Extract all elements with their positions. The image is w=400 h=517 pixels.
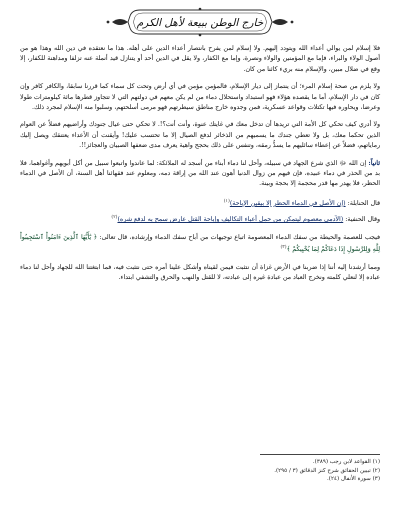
- footnote-2: (٢) تبيين الحقائق شرح كنز الدقائق (٣ / ٢٩٥).: [274, 467, 380, 474]
- hanafi-label: وقال الحنفية:: [345, 216, 380, 224]
- paragraph-2: ولا يلزم من صحة إسلام المرء؛ أن ينتماز إلى ديار الإسلام، فالمؤمن مؤمن في أي أرض وتحت كل سماء كما قررنا سابقا، والكافر كافر وإن كان في دار الإسلام، أما ما يقصده هؤلاء فهو استبداد واستحلال دماء من لم يكن معهم في دولتهم التي لا تتجاوز قطرها مائة كيلومترات طولا وعرضا، ويحاوره فيها تكتلات وقواعد عسكرية، فمن وجدوه خارج مناطق سيطرتهم فهو مرمى أسلحتهم، وسلبوا منه الإسلام لمجرد ذلك.: [20, 83, 380, 112]
- quran-verse: ﴿ يَٰٓأَيُّهَا ٱلَّذِينَ ءَامَنُواْ ٱسْتَجِيبُواْ لِلَّهِ وَلِلرَّسُولِ إِذَا دَعَاكُمْ لِمَا يُحْيِيكُمْ ﴾: [20, 233, 380, 254]
- paragraph-7-text: فيجب للعصمة والحيطة من سفك الدماء المعصومة اتباع توجيهات من أباح سفك الدماء وإرشاده، قال تعالى:: [99, 233, 380, 241]
- paragraph-7: [20, 233, 380, 256]
- footnote-ref-3: (٣): [280, 245, 287, 251]
- footnotes: [200, 458, 380, 484]
- paragraph-4-text: إن الله ﷻ الذي شرع الجهاد في سبيله، وأحل لنا دماء أبناء من أسجد له الملائكة: لما عاندوا واتبعوا سبيل من أكل أبويهم وأغواهما، فلا بد من الحذر في دماء عبيده، فإن فيهم من زوال الدنيا أهون عند الله من إراقة دمه، ومعلوم عند فقهائنا أهل السنة، أن الأصل في الدماء الحظر، فلا يهدر مها قدر محجمة إلا بحجة وبينة.: [20, 159, 380, 188]
- hanbali-quote: (إن الأصل في الدماء الحظر إلا بيقين الإباحة): [229, 199, 346, 207]
- footnote-separator: [260, 454, 380, 455]
- paragraph-3: ولا أدري كيف تحكي كل الأمة التي تريدها أن تدخل معك في غايتك عنوة، وأنت أنت؟!. لا تحكي حتى عيال جنودك وأراضيهم فضلاً عن العوام الذين تحكما معك، بل ولا تعطي جندك ما يسميهم من الذخائر لدفع الصيال إلا ما تحتسب عليك! وأيقنت أن الأعداء يعتنقك ويصل إليك رماياتهم، فضلاً عن إعطاء سائليهم ما يسدُّ رمقه، وتنفس على ذلك بحجج واهية يعرف مدى ضعفها الصبيان والعجائز!!.: [20, 121, 380, 150]
- paragraph-1: فلا إسلام لمن يوالي أعداء الله ويتودد إليهم. ولا إسلام لمن يفرح بانتصار أعداء الدين على أهله. هذا ما نعتقده في دين الله وهذا هو من أصول الولاء والبراء، فإما مع المؤمنين والولاء ونصرة، وإما مع الكفار، ولا يقل في الدين أحد أو يتنازل قيد أنملة عنه تزلفا ومداهنة للكفار، إلا وقع في ضلال مبين، والإسلام منه بريء كائنا من كان.: [20, 45, 380, 73]
- paragraph-4: [20, 159, 380, 190]
- chapter-title: خارج الوطن ببيعة لأهل الكرم: [136, 17, 264, 29]
- section-lead: ثانياً:: [368, 159, 380, 167]
- main-text: [20, 44, 380, 291]
- hanbali-label: قال الحنابلة:: [347, 199, 380, 207]
- paragraph-5: [20, 197, 380, 210]
- chapter-header: [0, 6, 400, 38]
- paragraph-6: [20, 213, 380, 226]
- ornamental-header-frame: [0, 6, 400, 38]
- footnote-3: (٣) سورة الأنفال (٢٤).: [327, 476, 380, 483]
- footnote-ref-2: (٢): [111, 215, 118, 221]
- footnote-1: (١) القواعد لابن رجب (٣٨٩).: [312, 459, 380, 465]
- hanafi-quote: (الآدمي معصوم ليتمكن من حمل أعباء التكاليف وإباحة القتل عارض سمح به لدفع شره): [117, 216, 344, 224]
- footnote-ref-1: (١): [223, 198, 230, 204]
- paragraph-8: ومما أرشدنا إليه أننا إذا ضربنا في الأرض غزاة أن نتثبت فيمن لقيناه وأشكل علينا أمره حتى نتثبت فيه، فما ابتغتنا الله للجهاد وأحل لنا دماء عباده إلا لنعلي كلمته ونخرج العباد من عبادة غيره إلى عبادته، لا للقتل والنهب والحرق والتشفي ابتداء.: [20, 263, 380, 282]
